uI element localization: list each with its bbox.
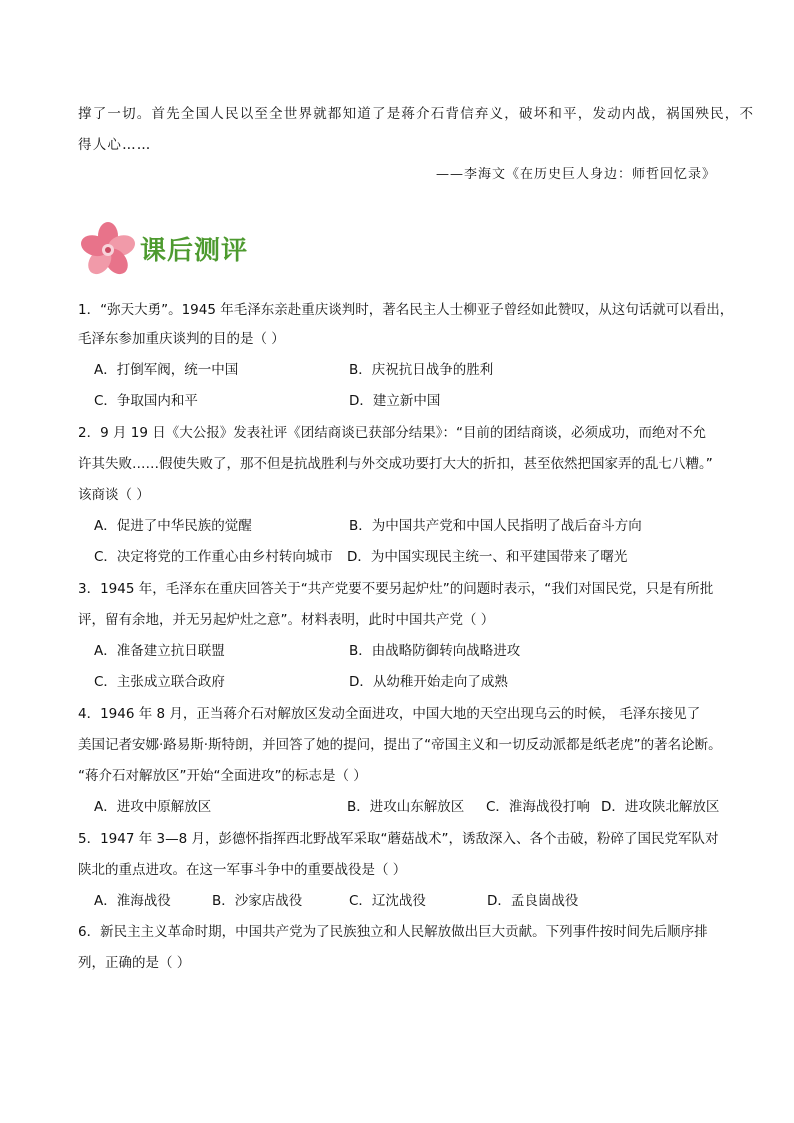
question-3-option-a[interactable]: A．准备建立抗日联盟: [94, 643, 225, 659]
question-3-option-d[interactable]: D．从幼稚开始走向了成熟: [349, 674, 508, 690]
quote-source: ——李海文《在历史巨人身边：师哲回忆录》: [435, 167, 716, 182]
question-4-option-a[interactable]: A．进攻中原解放区: [94, 799, 212, 815]
question-2-line-3: 该商谈（ ）: [78, 487, 150, 503]
flower-icon: [78, 222, 140, 278]
section-header: [78, 220, 338, 280]
question-5-option-d[interactable]: D．孟良崮战役: [487, 893, 579, 909]
question-1-option-b[interactable]: B．庆祝抗日战争的胜利: [349, 362, 494, 378]
question-4-option-d[interactable]: D．进攻陕北解放区: [601, 799, 720, 815]
question-4-line-2: 美国记者安娜·路易斯·斯特朗，并回答了她的提问，提出了“帝国主义和一切反动派都是纸老虎”的著名论断。: [78, 737, 722, 753]
quote-line-2: 得人心……: [78, 137, 152, 153]
question-4-option-b[interactable]: B．进攻山东解放区: [347, 799, 465, 815]
question-6-line-2: 列，正确的是（ ）: [78, 955, 191, 971]
question-5-option-c[interactable]: C．辽沈战役: [349, 893, 426, 909]
question-3-line-2: 评，留有余地，并无另起炉灶之意”。材料表明，此时中国共产党（ ）: [78, 612, 495, 628]
question-3-option-c[interactable]: C．主张成立联合政府: [94, 674, 225, 690]
question-2-option-d[interactable]: D．为中国实现民主统一、和平建国带来了曙光: [347, 549, 628, 565]
question-4-line-3: “蒋介石对解放区”开始“全面进攻”的标志是（ ）: [78, 768, 367, 784]
question-4-option-c[interactable]: C．淮海战役打响: [486, 799, 590, 815]
section-title: 课后测评: [140, 236, 249, 266]
question-5-line-1: 5．1947 年 3—8 月，彭德怀指挥西北野战军采取“蘑菇战术”，诱敌深入、各个击破，粉碎了国民党军队对: [78, 831, 719, 847]
question-5-option-a[interactable]: A．淮海战役: [94, 893, 171, 909]
question-4-line-1: 4．1946 年 8 月，正当蒋介石对解放区发动全面进攻，中国大地的天空出现乌云的时候， 毛泽东接见了: [78, 706, 701, 722]
question-1-option-a[interactable]: A．打倒军阀，统一中国: [94, 362, 239, 378]
question-3-option-b[interactable]: B．由战略防御转向战略进攻: [349, 643, 521, 659]
question-1-line-2: 毛泽东参加重庆谈判的目的是（ ）: [78, 331, 285, 347]
question-3-line-1: 3．1945 年，毛泽东在重庆回答关于“共产党要不要另起炉灶”的问题时表示，“我们对国民党，只是有所批: [78, 581, 714, 597]
quote-line-1: 撑了一切。首先全国人民以至全世界就都知道了是蒋介石背信弃义，破坏和平，发动内战，祸国殃民，不: [78, 106, 755, 122]
question-6-line-1: 6．新民主主义革命时期，中国共产党为了民族独立和人民解放做出巨大贡献。下列事件按时间先后顺序排: [78, 924, 708, 940]
question-2-option-b[interactable]: B．为中国共产党和中国人民指明了战后奋斗方向: [349, 518, 642, 534]
question-1-line-1: 1．“弥天大勇”。1945 年毛泽东亲赴重庆谈判时，著名民主人士柳亚子曾经如此赞叹，从这句话就可以看出，: [78, 302, 734, 318]
question-1-option-c[interactable]: C．争取国内和平: [94, 393, 198, 409]
question-2-line-1: 2．9 月 19 日《大公报》发表社评《团结商谈已获部分结果》：“目前的团结商谈，必须成功，而绝对不允: [78, 425, 706, 441]
question-5-option-b[interactable]: B．沙家店战役: [212, 893, 303, 909]
question-5-line-2: 陕北的重点进攻。在这一军事斗争中的重要战役是（ ）: [78, 862, 407, 878]
question-2-line-2: 许其失败……假使失败了，那不但是抗战胜利与外交成功要打大大的折扣，甚至依然把国家弄的乱七八糟。”: [78, 456, 713, 472]
question-2-option-a[interactable]: A．促进了中华民族的觉醒: [94, 518, 252, 534]
question-1-option-d[interactable]: D．建立新中国: [349, 393, 441, 409]
question-2-option-c[interactable]: C．决定将党的工作重心由乡村转向城市: [94, 549, 333, 565]
